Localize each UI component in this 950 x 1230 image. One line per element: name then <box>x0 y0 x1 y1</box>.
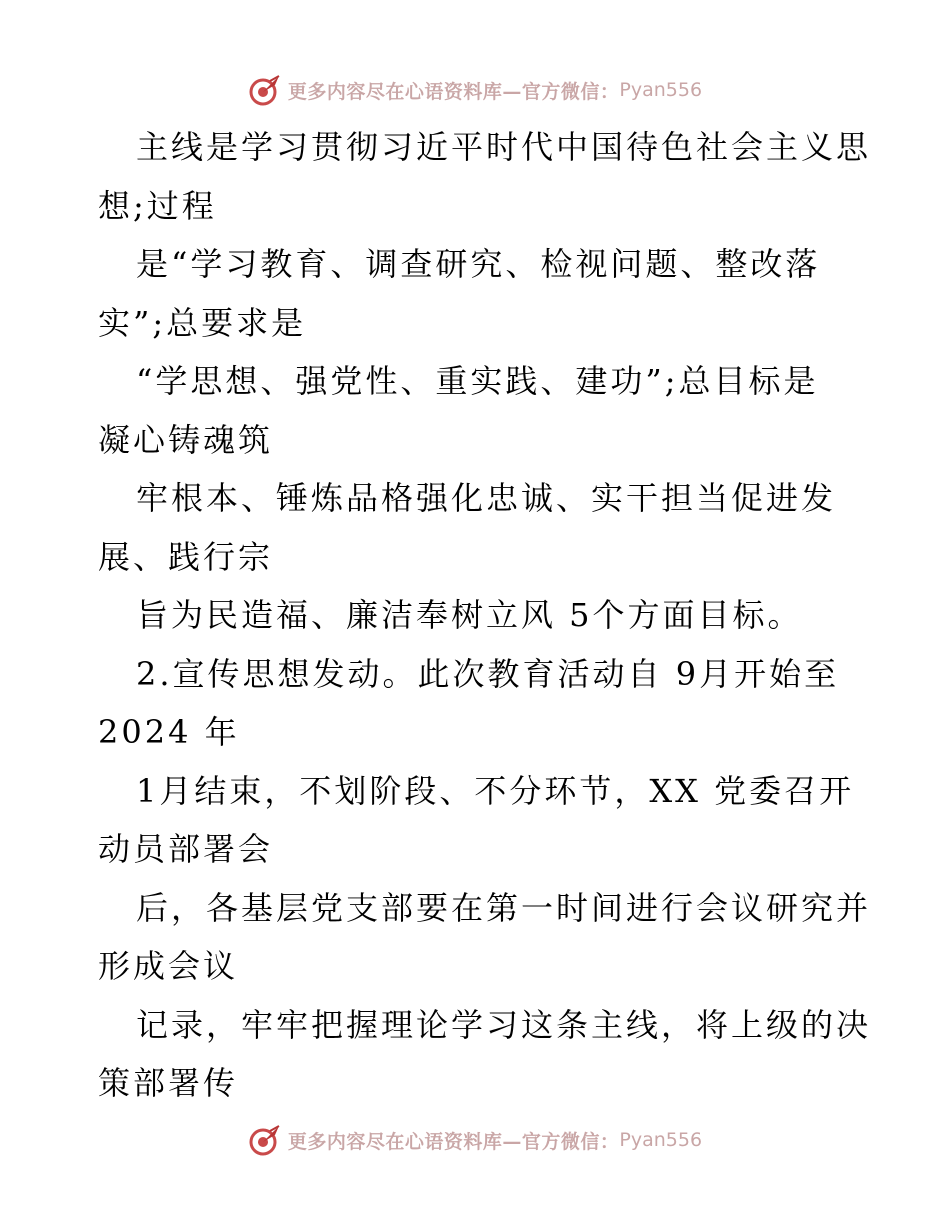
text-line: 策部署传 <box>98 1064 239 1102</box>
document-body <box>98 118 888 1113</box>
text-line: 形成会议 <box>98 947 239 985</box>
text-line: 2024 年 <box>98 713 240 751</box>
watermark-text: 更多内容尽在心语资料库—官方微信： <box>287 80 620 103</box>
quill-logo-icon <box>248 1123 282 1157</box>
quill-logo-icon <box>248 73 282 107</box>
text-line: 凝心铸魂筑 <box>98 420 274 459</box>
text-line: 后，各基层党支部要在第一时间进行会议研究并 <box>136 888 872 927</box>
text-line: “学思想、强党性、重实践、建功”;总目标是 <box>136 362 819 400</box>
header-watermark <box>0 70 950 110</box>
text-line: 是“学习教育、调查研究、检视问题、整改落 <box>136 245 821 283</box>
watermark-contact: Pyan556 <box>619 1129 703 1151</box>
text-line: 记录，牢牢把握理论学习这条主线，将上级的决 <box>136 1005 872 1044</box>
watermark-contact: Pyan556 <box>619 79 703 101</box>
text-line: 1月结束，不划阶段、不分环节，XX 党委召开 <box>136 771 855 810</box>
text-line: 旨为民造福、廉洁奉树立风 5个方面目标。 <box>136 596 803 634</box>
text-line: 主线是学习贯彻习近平时代中国待色社会主义思 <box>136 128 872 166</box>
watermark-text: 更多内容尽在心语资料库—官方微信： <box>287 1130 620 1153</box>
text-line: 想;过程 <box>98 186 217 225</box>
text-line: 2.宣传思想发动。此次教育活动自 9月开始至 <box>136 654 840 693</box>
text-line: 动员部署会 <box>98 830 274 868</box>
footer-watermark <box>0 1120 950 1160</box>
text-line: 展、践行宗 <box>98 537 274 576</box>
text-line: 实”;总要求是 <box>98 303 307 342</box>
text-line: 牢根本、锤炼品格强化忠诚、实干担当促进发 <box>136 479 837 517</box>
